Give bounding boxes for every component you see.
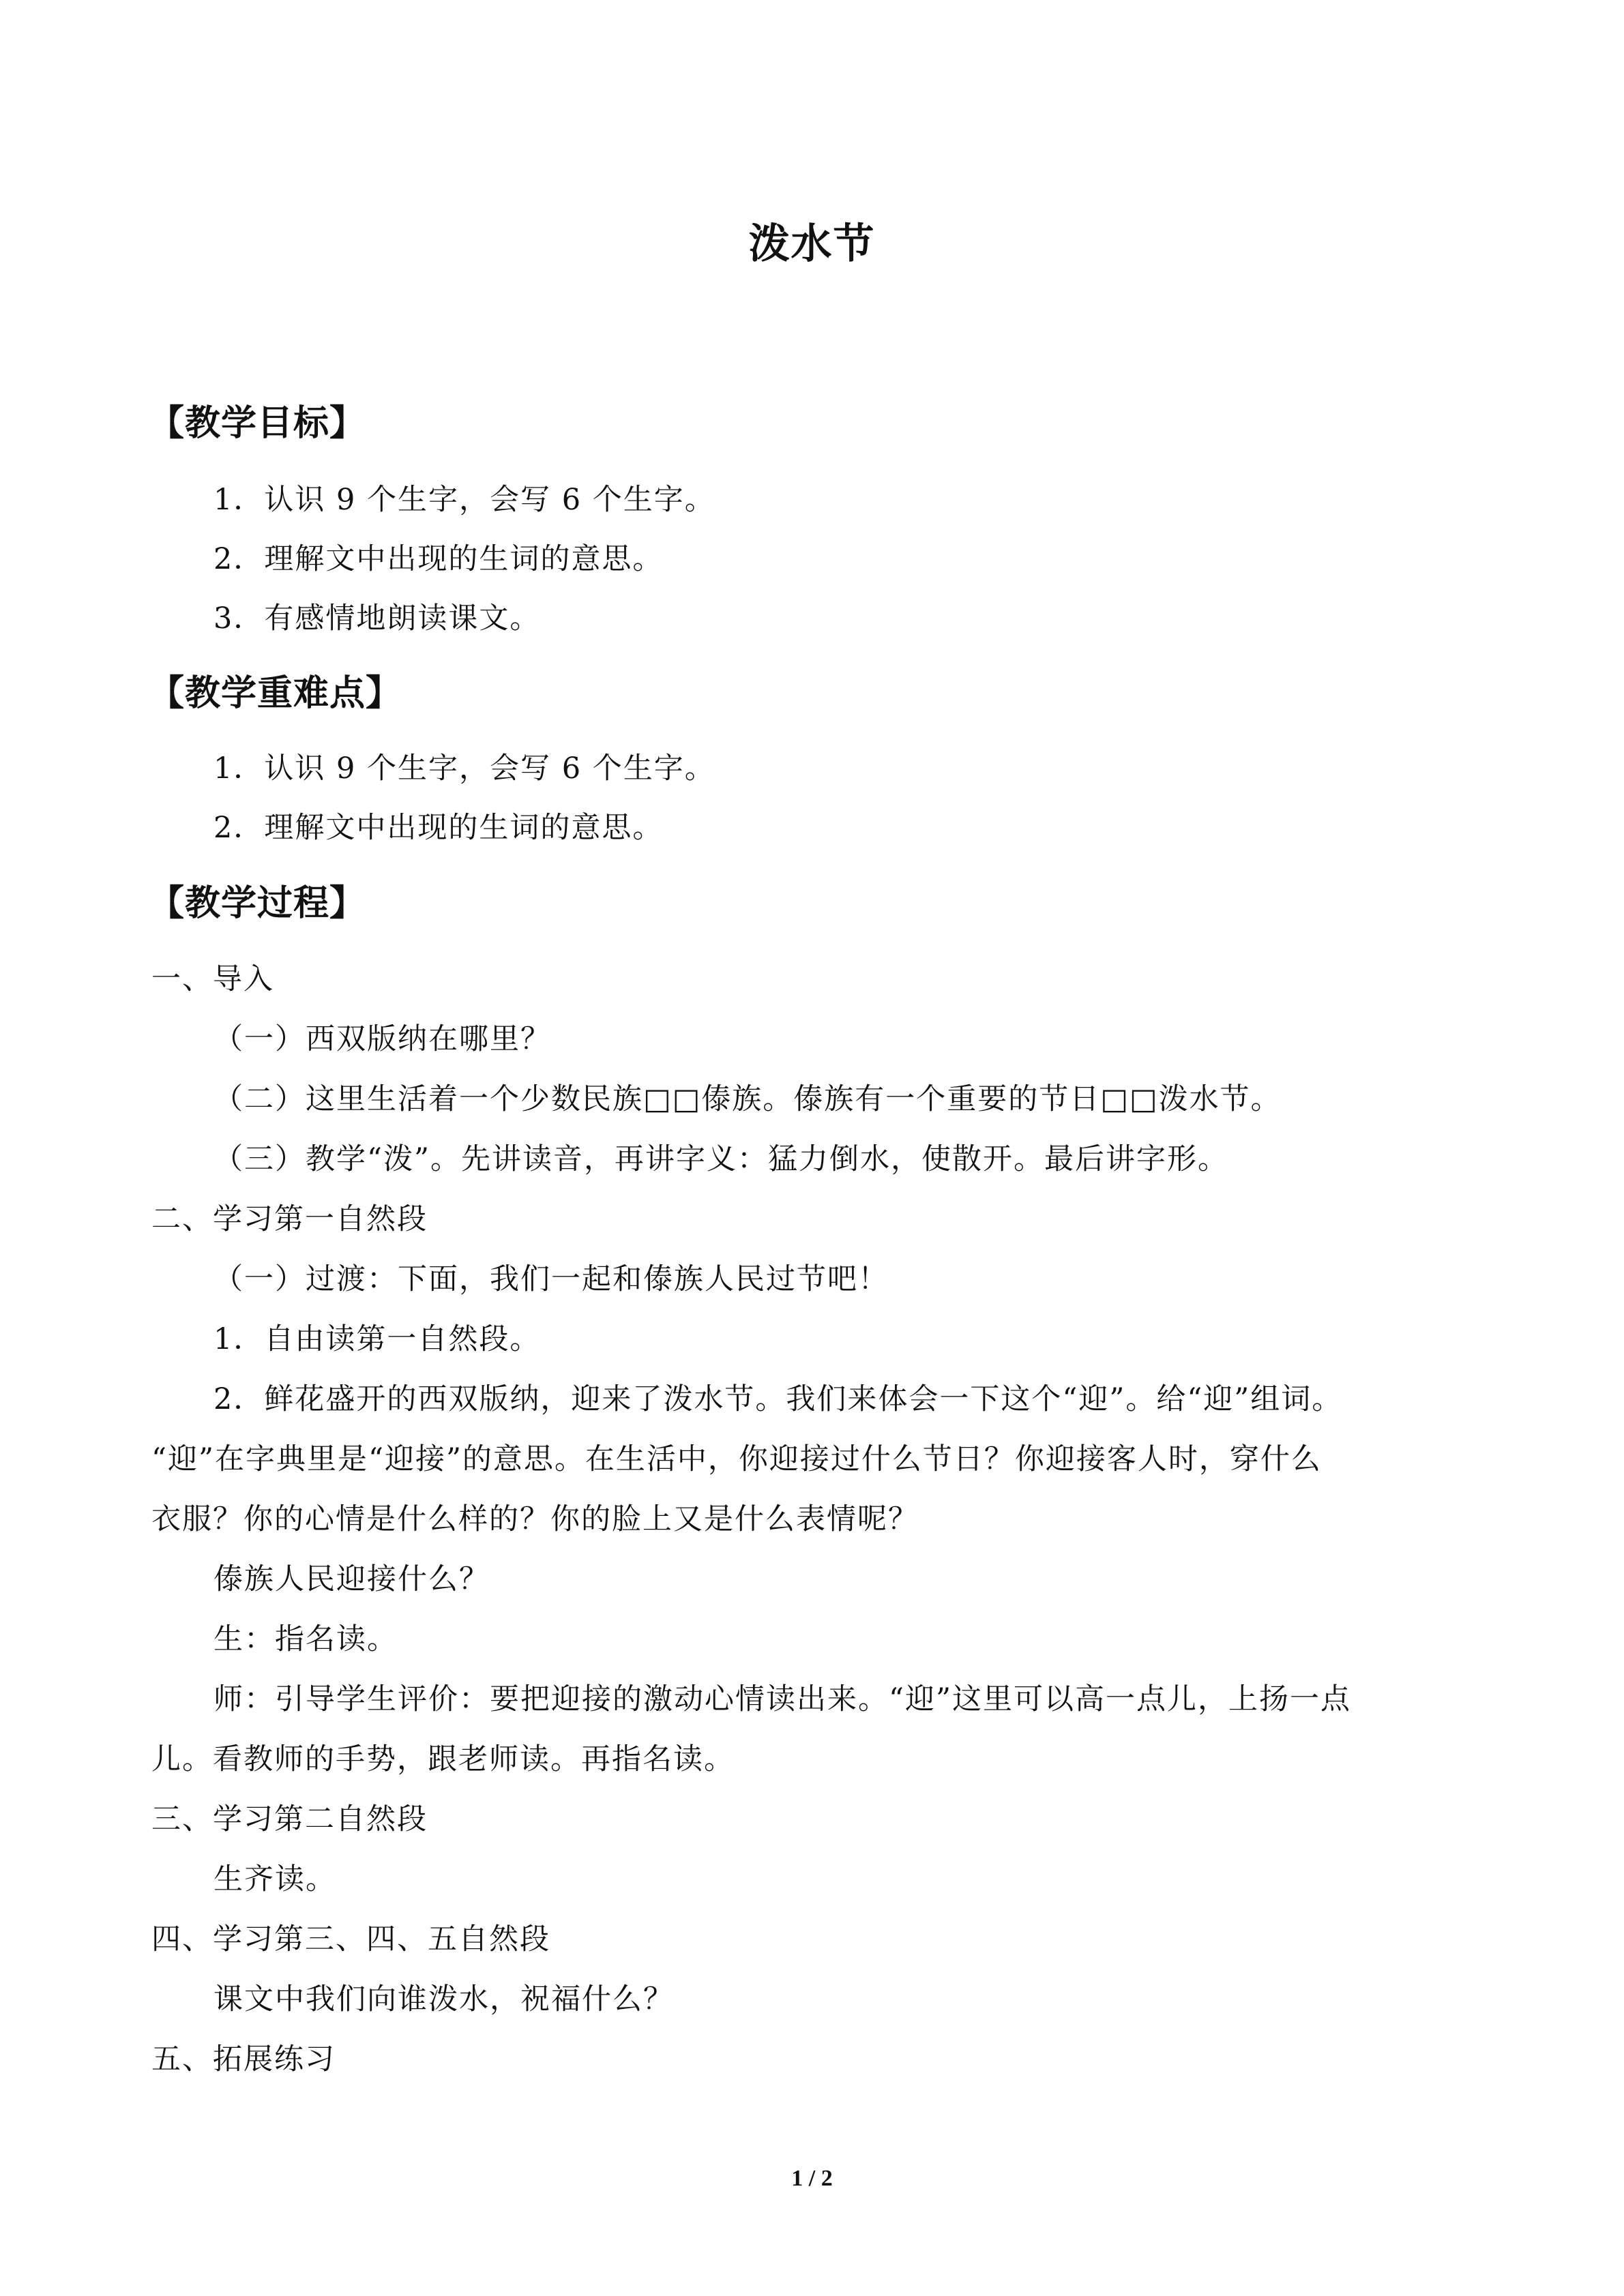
process-line: （二）这里生活着一个少数民族□□傣族。傣族有一个重要的节日□□泼水节。: [213, 1082, 1282, 1116]
process-line: 师：引导学生评价：要把迎接的激动心情读出来。“迎”这里可以高一点儿，上扬一点: [213, 1682, 1351, 1716]
process-line: （一）过渡：下面，我们一起和傣族人民过节吧！: [213, 1262, 889, 1296]
key-point-item: 2．理解文中出现的生词的意思。: [213, 811, 664, 845]
document-title: 泼水节: [748, 220, 876, 268]
process-line: 1．自由读第一自然段。: [213, 1322, 541, 1356]
process-line: 傣族人民迎接什么？: [213, 1562, 490, 1596]
process-line: （一）西双版纳在哪里？: [213, 1022, 551, 1056]
process-line: （三）教学“泼”。先讲读音，再讲字义：猛力倒水，使散开。最后讲字形。: [213, 1142, 1228, 1176]
section-heading-process: 【教学过程】: [149, 883, 366, 924]
goal-item: 2．理解文中出现的生词的意思。: [213, 542, 664, 576]
section-heading-goals: 【教学目标】: [149, 403, 366, 444]
process-line: 生：指名读。: [213, 1622, 398, 1656]
goal-item: 3．有感情地朗读课文。: [213, 601, 541, 636]
process-line: 2．鲜花盛开的西双版纳，迎来了泼水节。我们来体会一下这个“迎”。给“迎”组词。: [213, 1382, 1343, 1416]
section-heading-key-points: 【教学重难点】: [149, 673, 402, 714]
process-step-heading: 三、学习第二自然段: [151, 1802, 428, 1836]
process-step-heading: 四、学习第三、四、五自然段: [151, 1922, 550, 1956]
process-line: 生齐读。: [213, 1862, 336, 1896]
goal-item: 1．认识 9 个生字，会写 6 个生字。: [213, 483, 715, 517]
key-point-item: 1．认识 9 个生字，会写 6 个生字。: [213, 751, 715, 786]
process-line: 课文中我们向谁泼水，祝福什么？: [213, 1982, 674, 2016]
page-number: 1 / 2: [791, 2166, 833, 2191]
process-line: 衣服？你的心情是什么样的？你的脸上又是什么表情呢？: [151, 1502, 919, 1536]
process-line: 儿。看教师的手势，跟老师读。再指名读。: [151, 1742, 735, 1776]
process-step-heading: 五、拓展练习: [151, 2042, 336, 2076]
process-step-heading: 二、学习第一自然段: [151, 1202, 428, 1236]
process-step-heading: 一、导入: [151, 962, 274, 996]
process-line: “迎”在字典里是“迎接”的意思。在生活中，你迎接过什么节日？你迎接客人时，穿什么: [151, 1442, 1322, 1476]
